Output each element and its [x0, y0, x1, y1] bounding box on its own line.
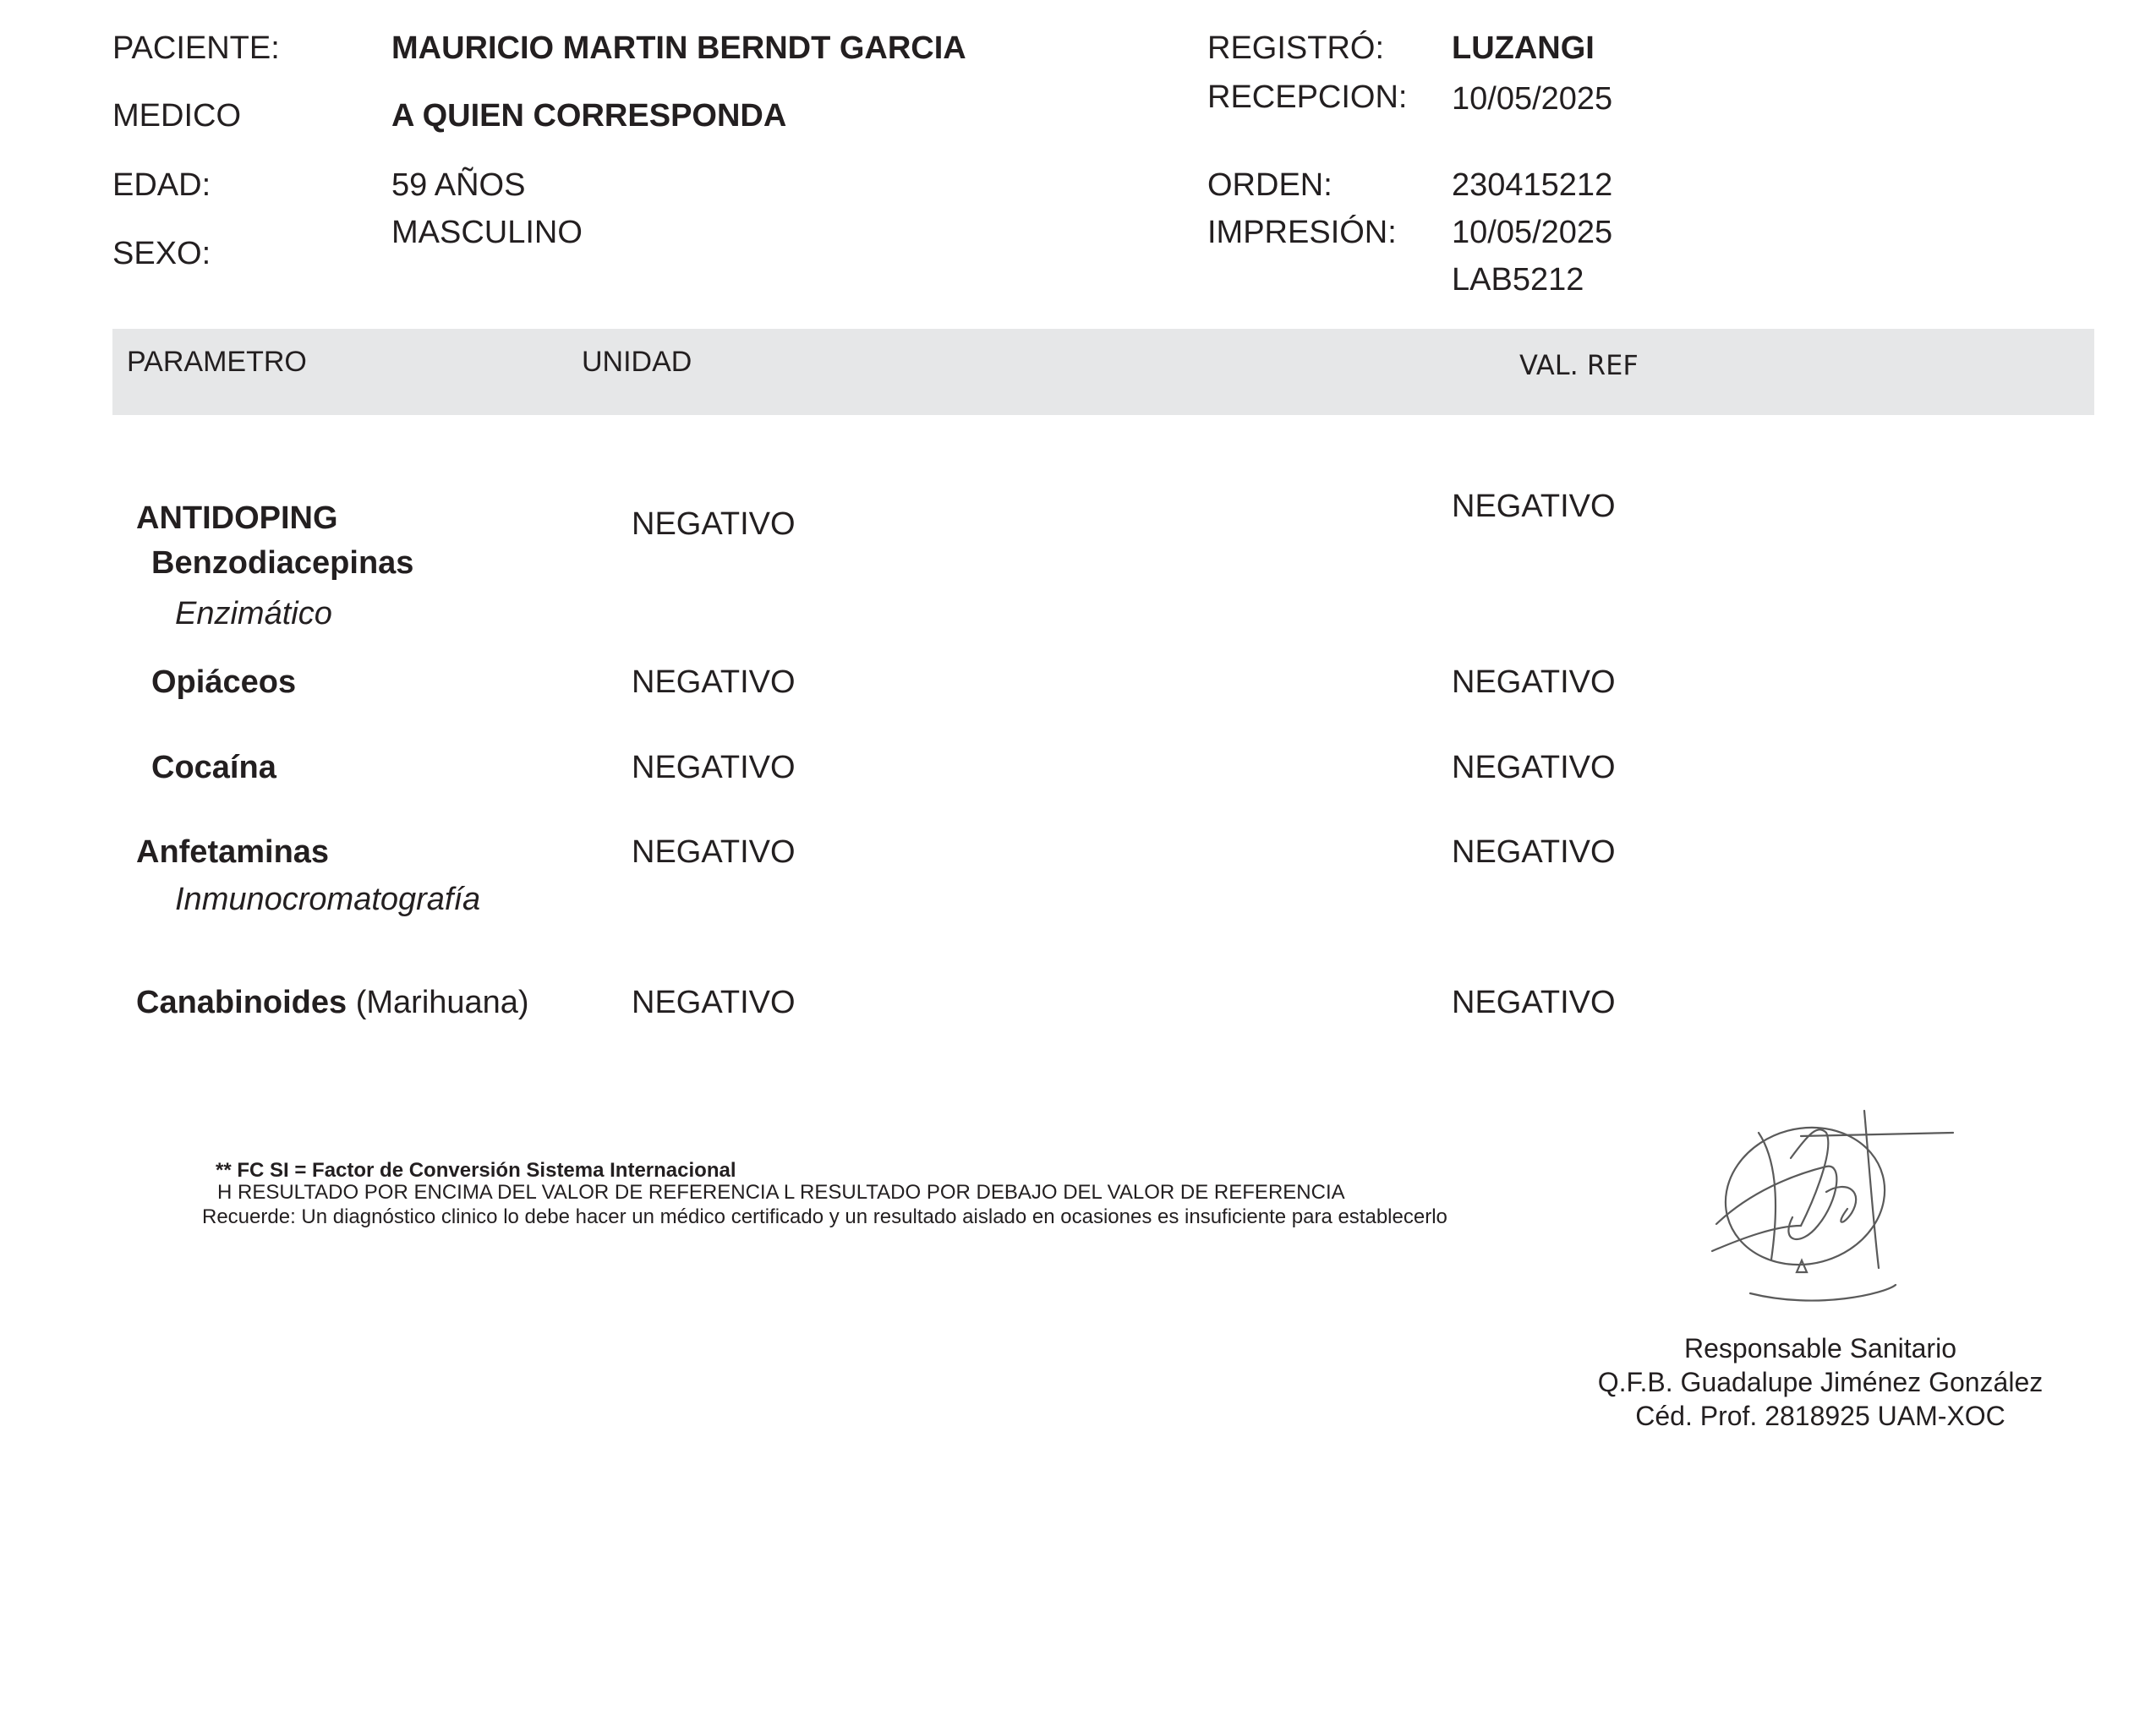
result-canabinoides: NEGATIVO [632, 985, 796, 1020]
param-benzodiacepinas: Benzodiacepinas [151, 545, 414, 581]
registered-by-label: REGISTRÓ: [1207, 30, 1385, 66]
param-opiaceos: Opiáceos [151, 664, 297, 700]
order-number: 230415212 [1452, 167, 1613, 203]
doctor-label: MEDICO [112, 98, 241, 134]
col-header-reference: VAL. REF [1519, 349, 1639, 381]
ref-cocaina: NEGATIVO [1452, 750, 1616, 785]
order-label: ORDEN: [1207, 167, 1332, 203]
param-canabinoides [136, 985, 529, 1021]
footnote-h-l-legend: H RESULTADO POR ENCIMA DEL VALOR DE REFERENCIA L RESULTADO POR DEBAJO DEL VALOR DE REFERENCIA [217, 1181, 1345, 1204]
registered-by-value: LUZANGI [1452, 30, 1595, 66]
ref-canabinoides: NEGATIVO [1452, 985, 1616, 1020]
param-cocaina: Cocaína [151, 750, 276, 785]
lab-code: LAB5212 [1452, 262, 1584, 298]
print-label: IMPRESIÓN: [1207, 215, 1397, 250]
ref-benzodiacepinas: NEGATIVO [1452, 489, 1616, 524]
table-header [112, 329, 2094, 415]
method-enzimatico: Enzimático [175, 596, 332, 631]
sex-value: MASCULINO [391, 215, 583, 250]
signature-role: Responsable Sanitario [1684, 1333, 1956, 1364]
method-inmunocromatografia: Inmunocromatografía [175, 882, 481, 917]
age-value: 59 AÑOS [391, 167, 526, 203]
patient-label: PACIENTE: [112, 30, 280, 66]
signature-license: Céd. Prof. 2818925 UAM-XOC [1635, 1401, 2006, 1431]
param-anfetaminas: Anfetaminas [136, 834, 330, 870]
result-benzodiacepinas: NEGATIVO [632, 506, 796, 542]
ref-opiaceos: NEGATIVO [1452, 664, 1616, 700]
signature-name: Q.F.B. Guadalupe Jiménez González [1597, 1367, 2044, 1397]
col-header-parameter: PARAMETRO [127, 346, 307, 378]
sex-label: SEXO: [112, 236, 211, 271]
result-opiaceos: NEGATIVO [632, 664, 796, 700]
patient-name: MAURICIO MARTIN BERNDT GARCIA [391, 30, 966, 66]
print-date: 10/05/2025 [1452, 215, 1613, 250]
signature-block [1558, 1331, 2082, 1433]
result-cocaina: NEGATIVO [632, 750, 796, 785]
param-canabinoides-suffix: (Marihuana) [355, 985, 529, 1020]
ref-anfetaminas: NEGATIVO [1452, 834, 1616, 870]
footnote-fc-si: ** FC SI = Factor de Conversión Sistema Internacional [216, 1159, 736, 1182]
result-anfetaminas: NEGATIVO [632, 834, 796, 870]
col-header-unit: UNIDAD [582, 346, 692, 378]
age-label: EDAD: [112, 167, 211, 203]
param-canabinoides-name: Canabinoides [136, 985, 347, 1020]
group-title: ANTIDOPING [136, 500, 338, 536]
reception-date: 10/05/2025 [1452, 81, 1613, 117]
footnote-disclaimer: Recuerde: Un diagnóstico clinico lo debe hacer un médico certificado y un resultado aislado en ocasiones es insuficiente para establecerlo [202, 1205, 1447, 1228]
reception-label: RECEPCION: [1207, 79, 1408, 115]
signature-scribble [1699, 1099, 1978, 1319]
doctor-name: A QUIEN CORRESPONDA [391, 98, 787, 134]
